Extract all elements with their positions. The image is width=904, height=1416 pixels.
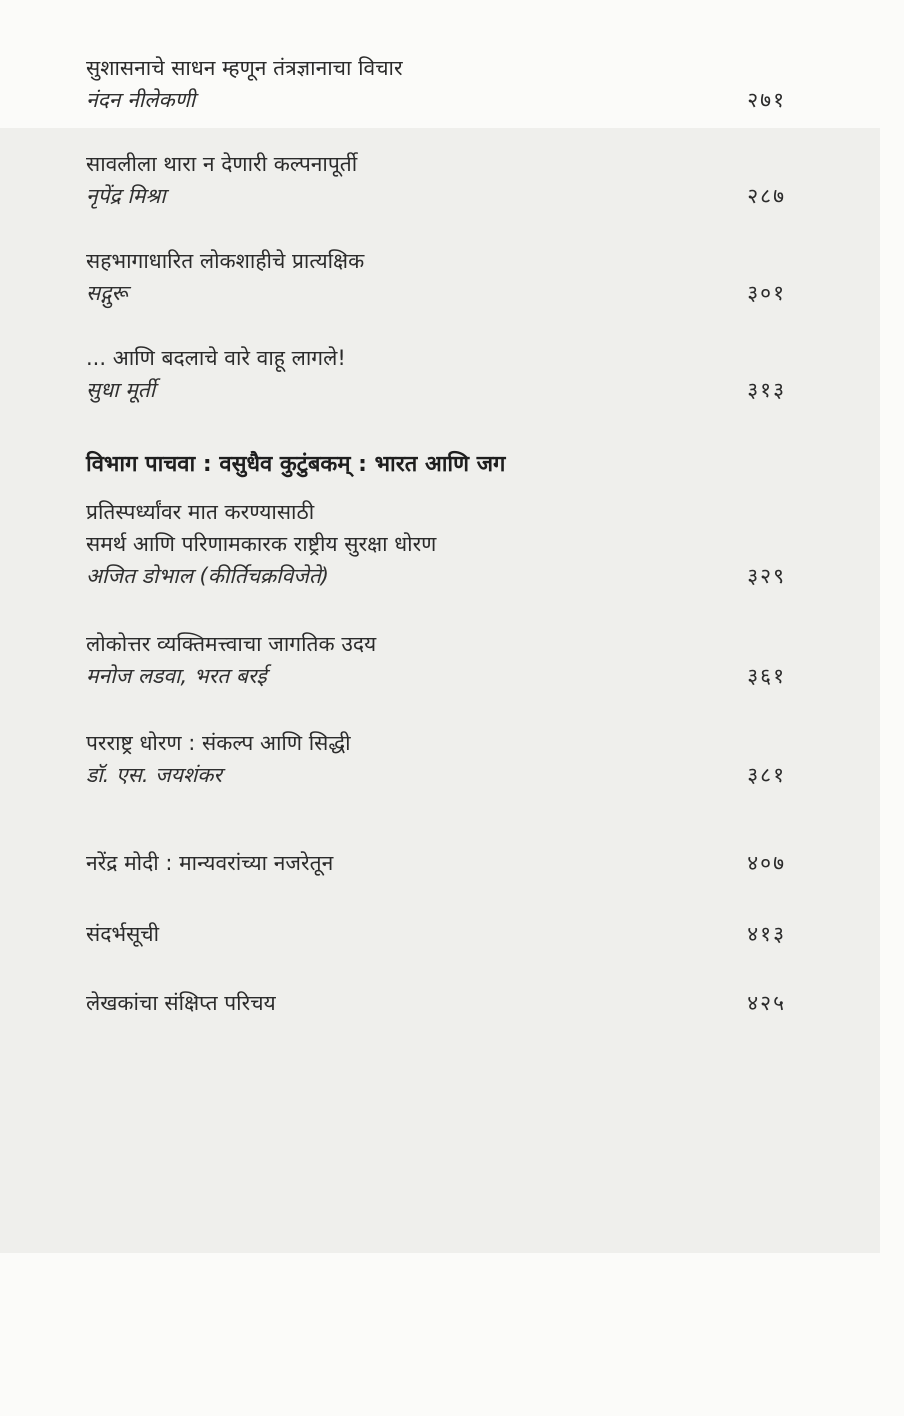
- toc-entry: [86, 496, 786, 592]
- entry-title: सुशासनाचे साधन म्हणून तंत्रज्ञानाचा विचार: [86, 56, 403, 80]
- entry-title: संदर्भसूची: [86, 922, 160, 946]
- entry-title: ... आणि बदलाचे वारे वाहू लागले!: [86, 346, 346, 370]
- entry-title: परराष्ट्र धोरण : संकल्प आणि सिद्धी: [86, 731, 351, 755]
- entry-author: नृपेंद्र मिश्रा: [86, 184, 166, 208]
- entry-author-row: [86, 560, 786, 592]
- entry-author: अजित डोभाल (कीर्तिचक्रविजेते): [86, 564, 329, 588]
- entry-row: [86, 847, 786, 879]
- entry-page-number: ४२५: [747, 991, 786, 1015]
- entry-title: सावलीला थारा न देणारी कल्पनापूर्ती: [86, 152, 358, 176]
- entry-title: लेखकांचा संक्षिप्त परिचय: [86, 991, 276, 1015]
- entry-author: नंदन नीलेकणी: [86, 88, 196, 112]
- toc-entry: [86, 245, 786, 309]
- toc-entry: [86, 987, 786, 1019]
- entry-page-number: ३२९: [747, 564, 786, 588]
- entry-author-row: [86, 84, 786, 116]
- entry-page-number: ४०७: [747, 851, 786, 875]
- entry-author-row: [86, 374, 786, 406]
- entry-page-number: ३६१: [747, 664, 786, 688]
- entry-page-number: ३०१: [747, 281, 786, 305]
- toc-entry: [86, 628, 786, 692]
- toc-entry: [86, 918, 786, 950]
- entry-author-row: [86, 660, 786, 692]
- entry-row: [86, 987, 786, 1019]
- entry-author: सुधा मूर्ती: [86, 378, 156, 402]
- entry-author: डॉ. एस. जयशंकर: [86, 763, 222, 787]
- entry-title: सहभागाधारित लोकशाहीचे प्रात्यक्षिक: [86, 249, 365, 273]
- entry-page-number: ४१३: [747, 922, 786, 946]
- toc-entry: [86, 342, 786, 406]
- entry-author: सद्गुरू: [86, 281, 128, 305]
- section-heading: विभाग पाचवा : वसुधैव कुटुंबकम् : भारत आणि जग: [86, 452, 506, 477]
- entry-page-number: ३८१: [747, 763, 786, 787]
- toc-entry: [86, 727, 786, 791]
- entry-author-row: [86, 759, 786, 791]
- entry-page-number: ३१३: [747, 378, 786, 402]
- entry-page-number: २८७: [747, 184, 786, 208]
- entry-author: मनोज लडवा, भरत बरई: [86, 664, 267, 688]
- entry-title: लोकोत्तर व्यक्तिमत्त्वाचा जागतिक उदय: [86, 632, 377, 656]
- toc-entry: [86, 847, 786, 879]
- entry-author-row: [86, 277, 786, 309]
- entry-title: नरेंद्र मोदी : मान्यवरांच्या नजरेतून: [86, 851, 334, 875]
- entry-author-row: [86, 180, 786, 212]
- entry-page-number: २७१: [747, 88, 786, 112]
- entry-title-line-2: समर्थ आणि परिणामकारक राष्ट्रीय सुरक्षा धोरण: [86, 532, 437, 556]
- entry-title-line-1: प्रतिस्पर्ध्यांवर मात करण्यासाठी: [86, 500, 315, 524]
- toc-entry: [86, 52, 786, 116]
- entry-row: [86, 918, 786, 950]
- toc-entry: [86, 148, 786, 212]
